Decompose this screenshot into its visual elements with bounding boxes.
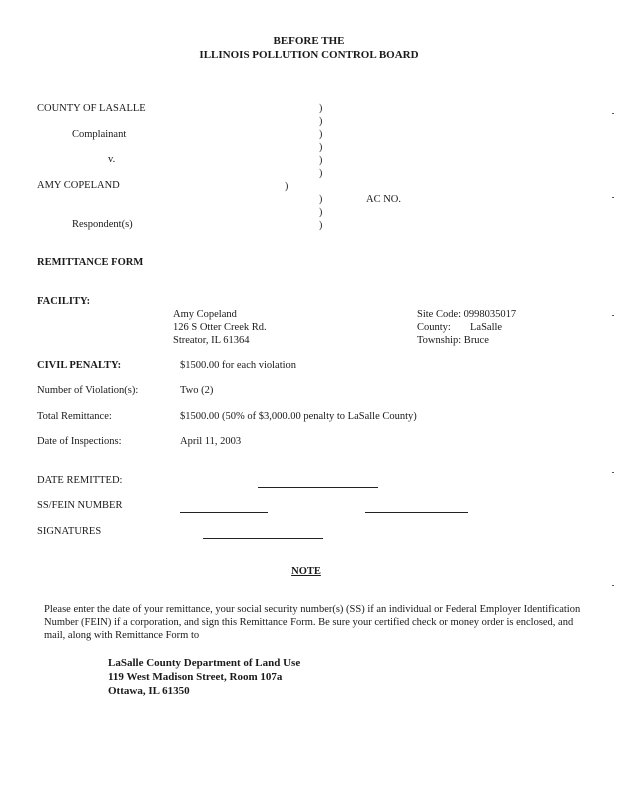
signature-field[interactable] bbox=[203, 538, 323, 539]
inspection-date-value: April 11, 2003 bbox=[180, 436, 242, 447]
caption-paren: ) bbox=[319, 207, 323, 218]
caption-paren: ) bbox=[319, 155, 323, 166]
header-line-2: ILLINOIS POLLUTION CONTROL BOARD bbox=[199, 49, 419, 61]
county-label: County: bbox=[417, 322, 451, 333]
caption-paren: ) bbox=[319, 129, 323, 140]
case-number-label: AC NO. bbox=[366, 194, 402, 205]
caption-paren: ) bbox=[285, 181, 289, 192]
facility-name: Amy Copeland bbox=[173, 309, 237, 320]
address-line-3: Ottawa, IL 61350 bbox=[108, 685, 190, 697]
facility-label: FACILITY: bbox=[37, 296, 91, 307]
form-title: REMITTANCE FORM bbox=[37, 257, 144, 268]
civil-penalty-label: CIVIL PENALTY: bbox=[37, 360, 122, 371]
ssfein-field-2[interactable] bbox=[365, 512, 468, 513]
scan-speck bbox=[612, 113, 614, 114]
facility-street: 126 S Otter Creek Rd. bbox=[173, 322, 267, 333]
violations-label: Number of Violation(s): bbox=[37, 385, 139, 396]
respondent-role: Respondent(s) bbox=[72, 219, 133, 230]
address-line-1: LaSalle County Department of Land Use bbox=[108, 657, 301, 669]
caption-paren: ) bbox=[319, 116, 323, 127]
note-body: Please enter the date of your remittance, your social security number(s) (SS) if an individual or Federal Employer Identification Number (FEIN) if a corporation, and sign this Remittance Form. Be sure your certified check or money order is enclosed, and mail, along with Remittance Form to bbox=[44, 604, 581, 641]
respondent-name: AMY COPELAND bbox=[37, 180, 120, 191]
date-remitted-field[interactable] bbox=[258, 487, 378, 488]
county-value: LaSalle bbox=[470, 322, 503, 333]
site-code: Site Code: 0998035017 bbox=[417, 309, 517, 320]
civil-penalty-value: $1500.00 for each violation bbox=[180, 360, 297, 371]
date-remitted-label: DATE REMITTED: bbox=[37, 475, 123, 486]
versus: v. bbox=[108, 154, 116, 165]
scan-speck bbox=[612, 315, 614, 316]
facility-city: Streator, IL 61364 bbox=[173, 335, 250, 346]
ssfein-label: SS/FEIN NUMBER bbox=[37, 500, 123, 511]
scan-speck bbox=[612, 472, 614, 473]
note-title: NOTE bbox=[291, 566, 321, 577]
total-remittance-value: $1500.00 (50% of $3,000.00 penalty to LaSalle County) bbox=[180, 411, 417, 422]
inspection-date-label: Date of Inspections: bbox=[37, 436, 122, 447]
header-line-1: BEFORE THE bbox=[273, 35, 345, 47]
caption-paren: ) bbox=[319, 142, 323, 153]
scan-speck bbox=[612, 585, 614, 586]
total-remittance-label: Total Remittance: bbox=[37, 411, 112, 422]
caption-paren: ) bbox=[319, 168, 323, 179]
caption-paren: ) bbox=[319, 194, 323, 205]
complainant-role: Complainant bbox=[72, 129, 127, 140]
caption-paren: ) bbox=[319, 103, 323, 114]
signatures-label: SIGNATURES bbox=[37, 526, 102, 537]
scan-speck bbox=[612, 197, 614, 198]
ssfein-field-1[interactable] bbox=[180, 512, 268, 513]
caption-paren: ) bbox=[319, 220, 323, 231]
mailing-address bbox=[108, 656, 300, 698]
township: Township: Bruce bbox=[417, 335, 489, 346]
violations-value: Two (2) bbox=[180, 385, 214, 396]
address-line-2: 119 West Madison Street, Room 107a bbox=[108, 671, 283, 683]
complainant-name: COUNTY OF LASALLE bbox=[37, 103, 146, 114]
